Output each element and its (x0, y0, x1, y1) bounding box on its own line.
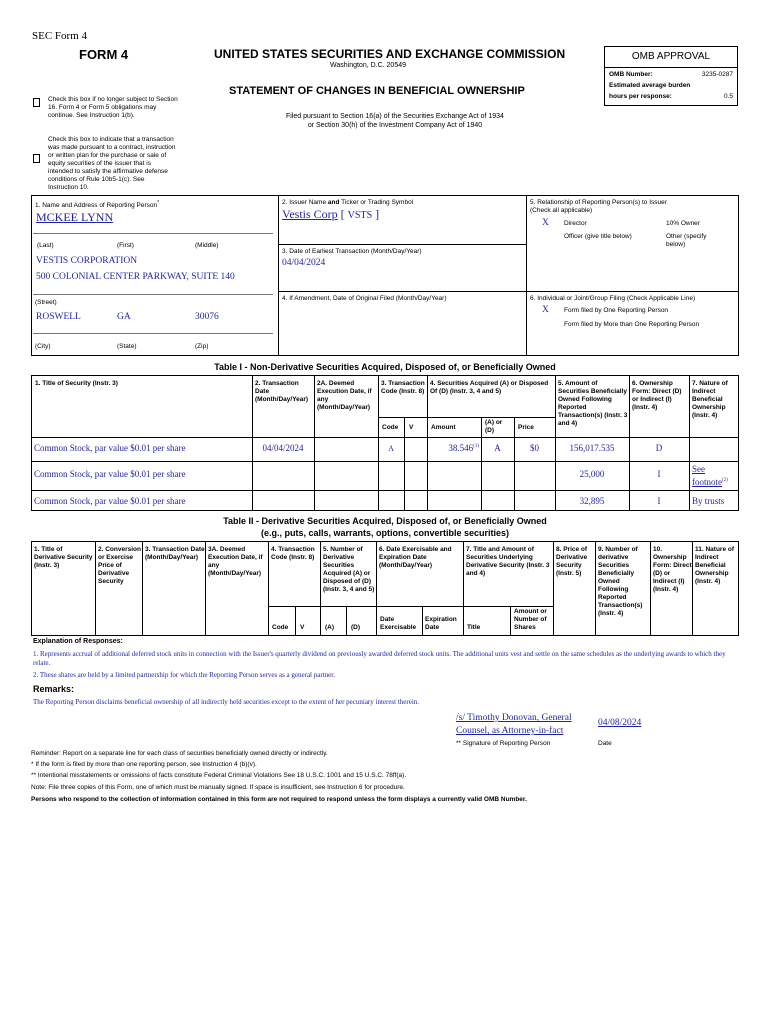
filing-label: 6. Individual or Joint/Group Filing (Check Applicable Line) (530, 295, 696, 302)
t1-h2a: 2A. Deemed Execution Date, if any (Month/Day/Year) (317, 380, 372, 411)
filing-one-label: Form filed by One Reporting Person (564, 307, 669, 314)
t1-row3-title: Common Stock, par value $0.01 per share (34, 496, 186, 506)
t1-row2-title: Common Stock, par value $0.01 per share (34, 469, 186, 479)
t1-sub-price: Price (518, 424, 534, 431)
amendment-label: 4. If Amendment, Date of Original Filed (Month/Day/Year) (282, 295, 447, 302)
t1-h6: 6. Ownership Form: Direct (D) or Indirect (I) (Instr. 4) (632, 380, 682, 411)
explanation-title: Explanation of Responses: (33, 638, 123, 645)
t1-row1-date: 04/04/2024 (262, 443, 304, 453)
t1-h5: 5. Amount of Securities Beneficially Owned Following Reported Transaction(s) (Instr. 3 and 4) (558, 380, 628, 427)
footnote-1: 1. Represents accrual of additional deferred stock units in connection with the Issuer's quarterly dividend on previously awarded deferred stock units. The additional units vest and settle on the same schedules as the underlying awards to which they relate. (33, 650, 726, 667)
state-value: GA (117, 312, 131, 322)
omb-burden-value: 0.5 (723, 93, 733, 100)
t2-h2: 2. Conversion or Exercise Price of Derivative Security (98, 546, 141, 585)
t1-row3-form: I (657, 496, 661, 506)
t2-h4: 4. Transaction Code (Instr. 8) (271, 546, 315, 561)
t2-sub-amount: Amount or Number of Shares (514, 608, 547, 631)
t1-h7: 7. Nature of Indirect Beneficial Ownership (Instr. 4) (692, 380, 728, 419)
t2-h5: 5. Number of Derivative Securities Acquired (A) or Disposed of (D) (Instr. 3, 4 and 5) (323, 546, 375, 593)
last-label: (Last) (37, 242, 54, 249)
omb-burden-label-1: Estimated average burden (609, 82, 691, 89)
table2-title-1: Table II - Derivative Securities Acquired, Disposed of, or Beneficially Owned (223, 516, 547, 526)
signature-label: ** Signature of Reporting Person (456, 740, 551, 747)
street-address: 500 COLONIAL CENTER PARKWAY, SUITE 140 (36, 272, 235, 282)
t1-row2-nature[interactable]: See footnote$^{(2)}$ (692, 464, 728, 487)
t1-sub-amount: Amount (431, 424, 456, 431)
city-value: ROSWELL (36, 312, 81, 322)
statement-title: STATEMENT OF CHANGES IN BENEFICIAL OWNERSHIP (229, 85, 525, 97)
omb-burden-label-2: hours per response: (609, 93, 672, 100)
earliest-transaction-date: 04/04/2024 (282, 258, 326, 268)
t1-row3-nature: By trusts (692, 496, 725, 506)
omb-number-label: OMB Number: (609, 71, 653, 78)
t1-row3-owned: 32,895 (579, 496, 605, 506)
note-multiple-persons: * If the form is filed by more than one reporting person, see Instruction 4 (b)(v). (31, 761, 257, 768)
reporting-person-label: 1. Name and Address of Reporting Person* (35, 200, 160, 210)
omb-number-value: 3235-0287 (701, 71, 733, 78)
t2-h11: 11. Nature of Indirect Beneficial Ownership (Instr. 4) (695, 546, 735, 585)
t1-row1-ad: A (494, 443, 501, 453)
t2-h3: 3. Transaction Date (Month/Day/Year) (145, 546, 205, 561)
t1-sub-ad: (A) or (D) (485, 419, 503, 434)
t1-sub-code: Code (382, 424, 399, 431)
filed-pursuant (270, 112, 520, 130)
t1-row1-owned: 156,017.535 (569, 443, 615, 453)
t2-h1: 1. Title of Derivative Security (Instr. 3) (34, 546, 93, 569)
t2-sub-v: V (300, 624, 305, 631)
table2-title-2: (e.g., puts, calls, warrants, options, convertible securities) (260, 528, 510, 538)
issuer-name-link[interactable]: Vestis Corp (282, 207, 338, 221)
form-title: FORM 4 (79, 47, 129, 62)
issuer-label: 2. Issuer Name and Ticker or Trading Symbol (282, 199, 414, 206)
note-reminder: Reminder: Report on a separate line for each class of securities beneficially owned directly or indirectly. (31, 750, 328, 757)
t1-sub-v: V (409, 424, 414, 431)
t1-row2-owned: 25,000 (579, 469, 605, 479)
remarks-title: Remarks: (33, 684, 75, 694)
table1-title: Table I - Non-Derivative Securities Acquired, Disposed of, or Beneficially Owned (214, 362, 556, 372)
t2-sub-d: (D) (351, 624, 361, 631)
t1-row1-form: D (655, 443, 663, 453)
t1-row1-price: $0 (530, 443, 539, 453)
remarks-text: The Reporting Person disclaims beneficial ownership of all indirectly held securities except to the extent of her pecuniary interest therein. (33, 698, 420, 706)
zip-value: 30076 (195, 312, 219, 322)
t1-row1-code: A (388, 444, 394, 453)
other-label: Other (specify below) (666, 233, 707, 248)
middle-label: (Middle) (195, 242, 219, 249)
t1-h2: 2. Transaction Date (Month/Day/Year) (255, 380, 309, 403)
relationship-label-2: (Check all applicable) (530, 207, 593, 214)
checkbox-rule-10b5-text: Check this box to indicate that a transaction was made pursuant to a contract, instruction or written plan for the purchase or sale of equity securities of the issuer that is intended to satisfy the affirmative defense conditions of Rule 10b5-1(c). See Instruction 10. (48, 136, 176, 191)
footnote-2: 2. These shares are held by a limited partnership for which the Reporting Person serves as a general partner. (33, 671, 335, 679)
omb-title: OMB APPROVAL (631, 51, 711, 62)
t2-h10: 10. Ownership Form: Direct (D) or Indirect (I) (Instr. 4) (653, 546, 692, 593)
signature-name[interactable]: /s/ Timothy Donovan, General Counsel, as Attorney-in-fact (456, 713, 572, 736)
street-label: (Street) (35, 299, 57, 306)
earliest-transaction-label: 3. Date of Earliest Transaction (Month/Day/Year) (282, 248, 422, 255)
director-mark[interactable]: X (542, 218, 549, 228)
t2-sub-code: Code (272, 624, 289, 631)
director-label: Director (564, 220, 587, 227)
checkbox-rule-10b5[interactable] (33, 154, 40, 163)
omb-approval-box (604, 46, 738, 106)
issuer-name-ticker: Vestis Corp [ VSTS ] (282, 207, 380, 221)
t1-h4: 4. Securities Acquired (A) or Disposed Of (D) (Instr. 3, 4 and 5) (430, 380, 549, 395)
checkbox-section-16[interactable] (33, 98, 40, 107)
agency-location: Washington, D.C. 20549 (330, 62, 407, 69)
t1-h1: 1. Title of Security (Instr. 3) (35, 380, 118, 387)
signature-date: 04/08/2024 (598, 718, 642, 728)
ten-pct-owner-label: 10% Owner (666, 220, 700, 227)
filing-one-mark[interactable]: X (542, 305, 549, 315)
zip-label: (Zip) (195, 343, 209, 350)
first-label: (First) (117, 242, 134, 249)
ticker-symbol: VSTS (347, 210, 373, 221)
t2-sub-exercisable: Date Exercisable (380, 616, 417, 631)
agency-title: UNITED STATES SECURITIES AND EXCHANGE COMMISSION (214, 47, 566, 61)
t1-row1-title: Common Stock, par value $0.01 per share (34, 443, 186, 453)
city-label: (City) (35, 343, 51, 350)
checkbox-section-16-text: Check this box if no longer subject to Section 16. Form 4 or Form 5 obligations may continue. See Instruction 1(b). (48, 96, 178, 119)
company-name: VESTIS CORPORATION (36, 256, 138, 266)
t2-sub-title: Title (467, 624, 481, 631)
relationship-label-1: 5. Relationship of Reporting Person(s) to Issuer (530, 199, 667, 206)
t2-sub-a: (A) (325, 624, 335, 631)
sec-form-label: SEC Form 4 (32, 30, 88, 42)
t1-h3: 3. Transaction Code (Instr. 8) (381, 380, 425, 395)
officer-label: Officer (give title below) (564, 233, 632, 240)
filing-more-label: Form filed by More than One Reporting Person (564, 321, 700, 328)
t1-row1-amount: 38.546$^{(1)}$ (448, 443, 479, 453)
t2-h9: 9. Number of derivative Securities Beneficially Owned Following Reported Transaction(s) (Instr. 4) (598, 546, 643, 617)
t2-h8: 8. Price of Derivative Security (Instr. 5) (556, 546, 588, 577)
t2-h7: 7. Title and Amount of Securities Underlying Derivative Security (Instr. 3 and 4) (466, 546, 550, 577)
filed-pursuant-line-1: Filed pursuant to Section 16(a) of the Securities Exchange Act of 1934 (286, 113, 504, 120)
note-omb-notice: Persons who respond to the collection of information contained in this form are not required to respond unless the form displays a currently valid OMB Number. (31, 796, 527, 803)
t2-h3a: 3A. Deemed Execution Date, if any (Month/Day/Year) (208, 546, 263, 577)
note-misstatements: ** Intentional misstatements or omissions of facts constitute Federal Criminal Violations See 18 U.S.C. 1001 and 15 U.S.C. 78ff(a). (31, 772, 407, 779)
filed-pursuant-line-2: or Section 30(h) of the Investment Company Act of 1940 (307, 122, 483, 129)
reporting-person-name[interactable]: MCKEE LYNN (36, 210, 114, 224)
note-file-copies: Note: File three copies of this Form, one of which must be manually signed. If space is insufficient, see Instruction 6 for procedure. (31, 784, 405, 791)
date-label: Date (598, 740, 612, 747)
state-label: (State) (117, 343, 137, 350)
t2-sub-expiration: Expiration Date (425, 616, 457, 631)
t2-h6: 6. Date Exercisable and Expiration Date (Month/Day/Year) (379, 546, 452, 569)
t1-row2-form: I (657, 469, 661, 479)
